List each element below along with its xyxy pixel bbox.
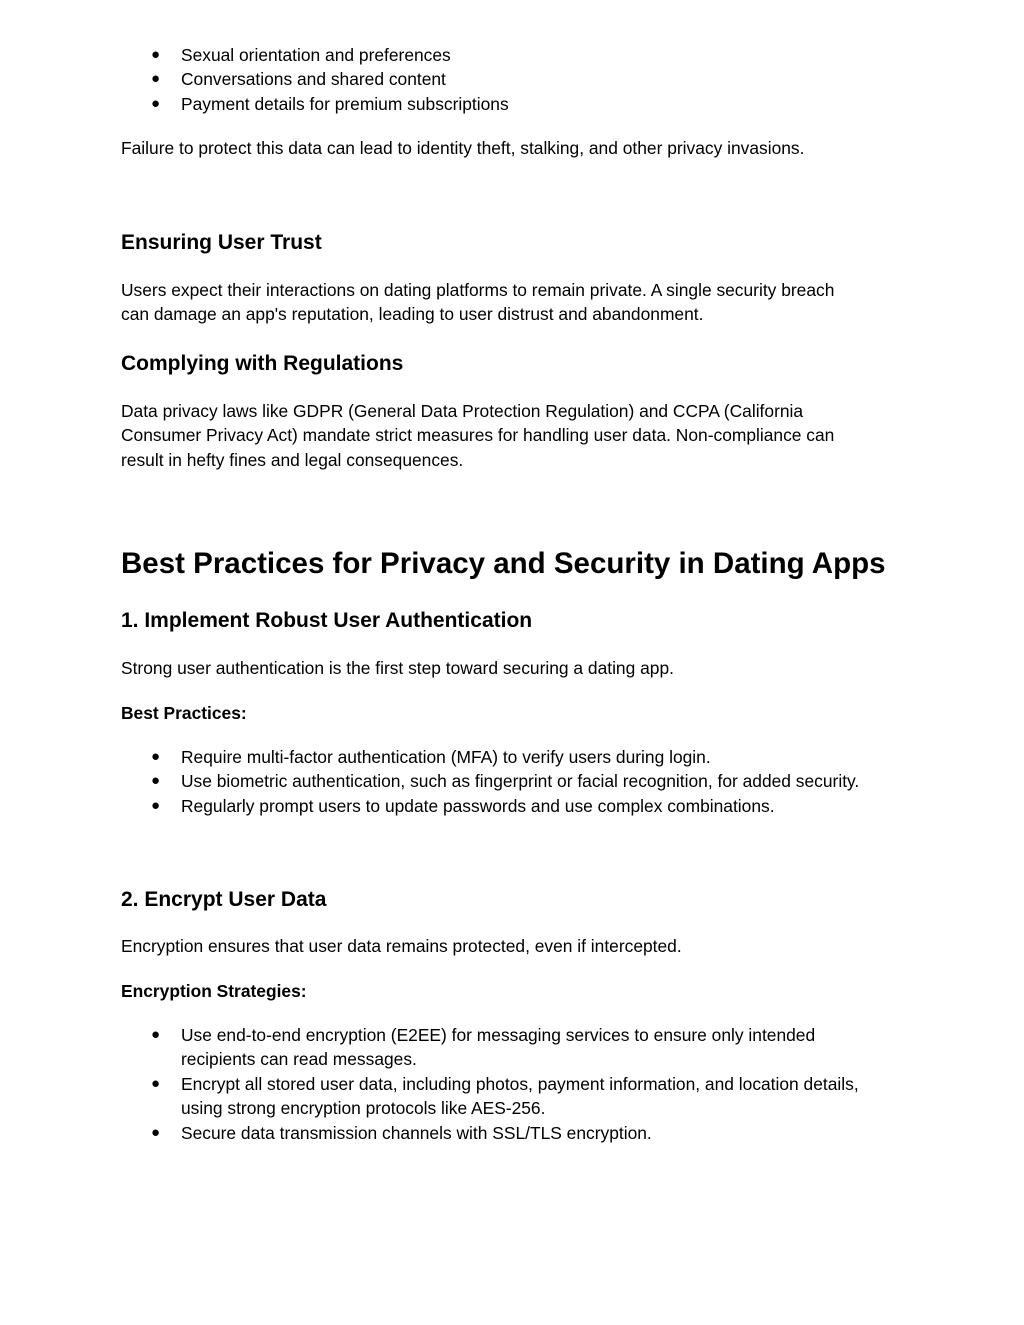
failure-paragraph: Failure to protect this data can lead to identity theft, stalking, and other privacy invasions.: [121, 138, 805, 158]
bullet-icon: ●: [151, 46, 161, 63]
encryption-strategies-list: [121, 1023, 911, 1145]
bullet-icon: ●: [151, 1074, 161, 1092]
auth-heading: 1. Implement Robust User Authentication: [121, 609, 533, 632]
section-title: Best Practices for Privacy and Security in Dating Apps: [121, 547, 886, 580]
bullet-icon: ●: [151, 772, 161, 790]
list-item: ● Encrypt all stored user data, including photos, payment information, and location details, using strong encryption protocols like AES-256.: [151, 1073, 859, 1119]
list-item: ● Conversations and shared content: [121, 67, 911, 91]
trust-heading: Ensuring User Trust: [121, 231, 322, 254]
list-item: ● Use biometric authentication, such as fingerprint or facial recognition, for added security.: [121, 769, 911, 793]
encrypt-heading: 2. Encrypt User Data: [121, 888, 327, 911]
encrypt-intro: Encryption ensures that user data remains protected, even if intercepted.: [121, 936, 682, 956]
auth-practices-list: [121, 745, 911, 818]
bullet-icon: ●: [151, 1026, 161, 1043]
auth-intro: Strong user authentication is the first step toward securing a dating app.: [121, 658, 674, 678]
list-item: ● Payment details for premium subscriptions: [121, 92, 911, 116]
list-item: ● Sexual orientation and preferences: [121, 43, 911, 67]
bullet-icon: ●: [151, 1123, 161, 1141]
bullet-icon: ●: [151, 796, 161, 814]
sensitive-data-list: [121, 43, 911, 116]
trust-paragraph: Users expect their interactions on dating platforms to remain private. A single security breach can damage an app's reputation, leading to user distrust and abandonment.: [121, 280, 835, 325]
auth-label: Best Practices:: [121, 703, 247, 723]
bullet-icon: ●: [151, 70, 161, 88]
list-item: ● Use end-to-end encryption (E2EE) for messaging services to ensure only intended recipients can read messages.: [151, 1025, 816, 1070]
bullet-icon: ●: [151, 94, 161, 112]
encrypt-label: Encryption Strategies:: [121, 981, 307, 1001]
regulations-paragraph: Data privacy laws like GDPR (General Data Protection Regulation) and CCPA (California Consumer Privacy Act) mandate strict measures for handling user data. Non-compliance can result in hefty fines and legal consequences.: [121, 401, 835, 470]
bullet-icon: ●: [151, 748, 161, 765]
list-item: ● Secure data transmission channels with SSL/TLS encryption.: [121, 1121, 911, 1145]
regulations-heading: Complying with Regulations: [121, 352, 404, 375]
list-item: ● Regularly prompt users to update passwords and use complex combinations.: [121, 794, 911, 818]
list-item: ● Require multi-factor authentication (MFA) to verify users during login.: [121, 745, 911, 769]
